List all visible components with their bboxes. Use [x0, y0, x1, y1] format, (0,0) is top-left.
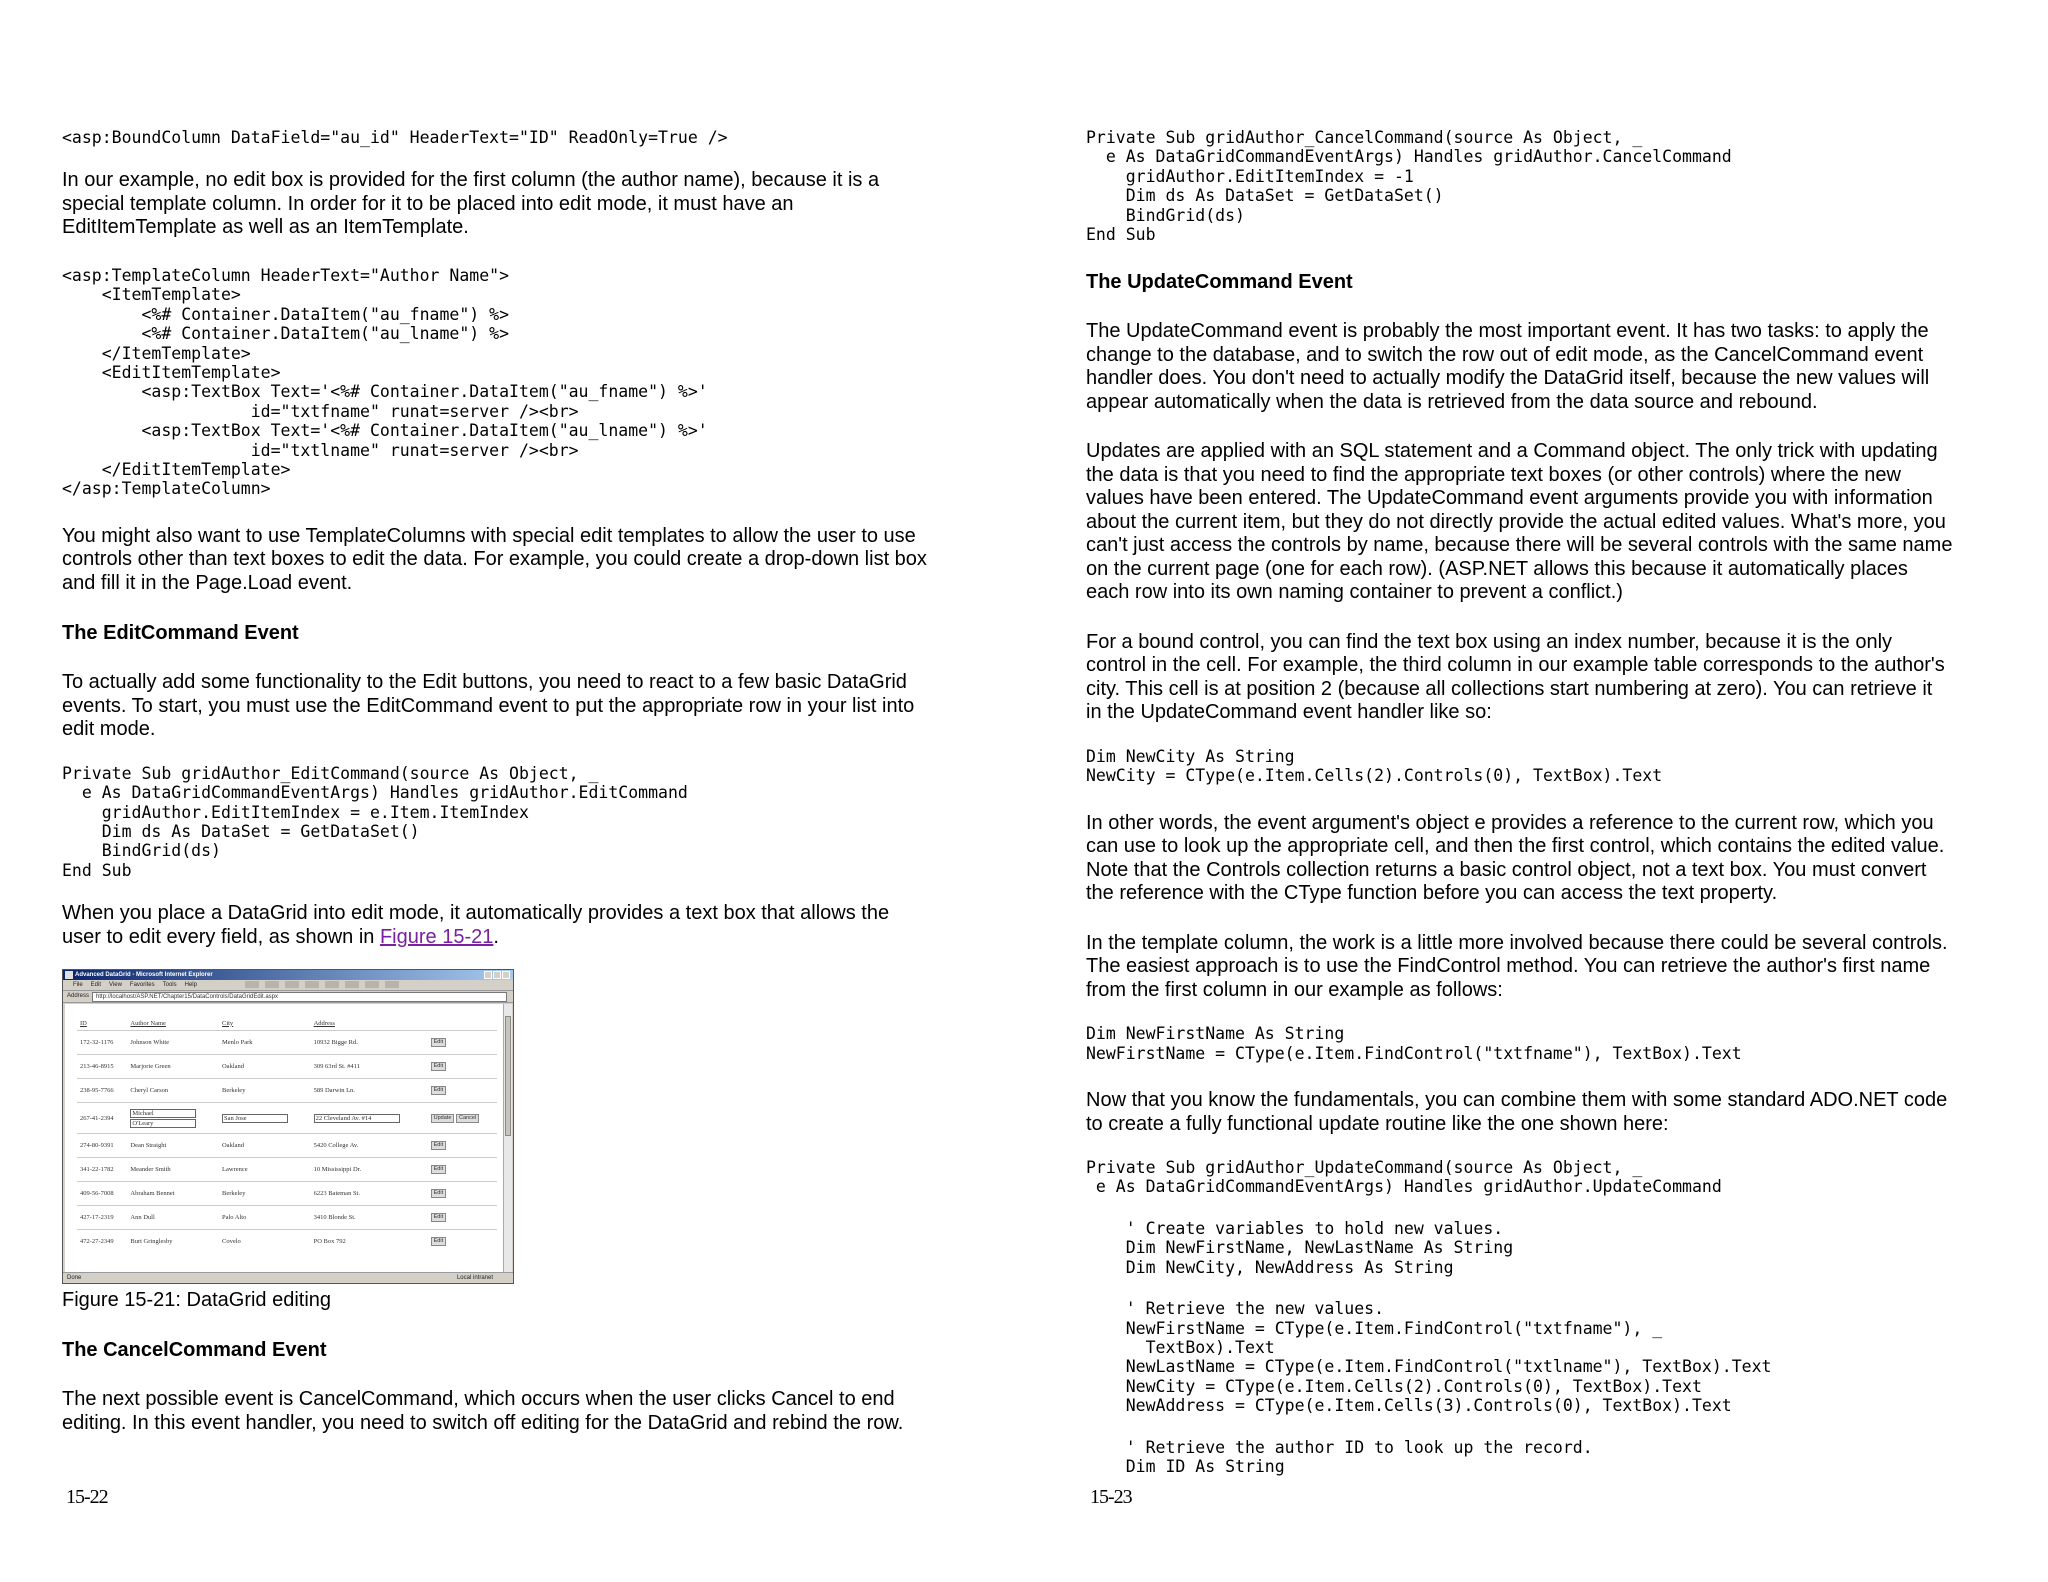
- edit-button: Edit: [431, 1086, 446, 1095]
- cell-id: 267-41-2394: [77, 1103, 127, 1134]
- cell-address: 6223 Bateman St.: [311, 1182, 428, 1206]
- status-zone: Local intranet: [456, 1275, 493, 1282]
- cell-city-edit: [219, 1103, 311, 1134]
- figure-link[interactable]: Figure 15-21: [379, 925, 494, 948]
- city-input: San Jose: [222, 1114, 288, 1123]
- refresh-icon: [305, 981, 319, 988]
- right-page-content: [1086, 128, 2026, 1476]
- table-row: [77, 1031, 497, 1055]
- menu-edit: Edit: [90, 982, 102, 989]
- browser-title: Advanced DataGrid - Microsoft Internet Explorer: [75, 972, 213, 979]
- window-controls: [484, 971, 510, 979]
- table-row: [77, 1158, 497, 1182]
- cell-city: Oakland: [219, 1134, 311, 1158]
- back-icon: [245, 981, 259, 988]
- paragraph-event-argument: In other words, the event argument's object e provides a reference to the current row, which you can use to look up the appropriate cell, and then the first control, which contains the edited value. Note that the Controls collection returns a basic control object, not a text box. You must convert the reference with the CType function before you can access the text property.: [1086, 811, 1945, 905]
- browser-toolbar: [245, 980, 399, 990]
- favorites-icon: [365, 981, 379, 988]
- cell-city: Palo Alto: [219, 1206, 311, 1230]
- code-edit-command: Private Sub gridAuthor_EditCommand(source As Object, _ e As DataGridCommandEventArgs) Handles gridAuthor.EditCommand gridAuthor.EditItemIndex = e.Item.ItemIndex Dim ds As DataSet = GetDataSet() BindGrid(ds) End Sub: [62, 763, 688, 880]
- cell-city: Covelo: [219, 1230, 311, 1254]
- status-text: Done: [67, 1275, 82, 1282]
- edit-button: Edit: [431, 1165, 446, 1174]
- table-row: [77, 1206, 497, 1230]
- column-header-id: ID: [80, 1019, 87, 1027]
- ie-icon: [65, 971, 73, 979]
- cell-action: [428, 1182, 497, 1206]
- search-icon: [345, 981, 359, 988]
- page-number: 15-23: [1090, 1486, 1132, 1508]
- maximize-icon: [493, 971, 501, 979]
- cell-id: 341-22-1782: [77, 1158, 127, 1182]
- cell-name: Dean Straight: [127, 1134, 219, 1158]
- cell-city: Menlo Park: [219, 1031, 311, 1055]
- cell-address: PO Box 792: [311, 1230, 428, 1254]
- heading-cancelcommand: The CancelCommand Event: [62, 1339, 327, 1362]
- cell-city: Oakland: [219, 1055, 311, 1079]
- address-input: 22 Cleveland Av. #14: [314, 1114, 400, 1123]
- browser-content: [65, 1004, 503, 1272]
- menu-favorites: Favorites: [129, 982, 155, 989]
- cell-id: 409-56-7008: [77, 1182, 127, 1206]
- browser-status-bar: [63, 1272, 513, 1283]
- cell-id: 274-80-9391: [77, 1134, 127, 1158]
- figure-datagrid-editing: [62, 969, 514, 1312]
- address-field: http://localhost/ASP.NET/Chapter15/DataControls/DataGridEdit.aspx: [92, 992, 507, 1002]
- browser-address-bar: [63, 991, 513, 1003]
- code-cancel-command: Private Sub gridAuthor_CancelCommand(source As Object, _ e As DataGridCommandEventArgs) Handles gridAuthor.CancelCommand gridAuthor.EditItemIndex = -1 Dim ds As DataSet = GetDataSet() BindGrid(ds) End Sub: [1086, 128, 1732, 245]
- cell-action: [428, 1055, 497, 1079]
- column-header-city: City: [221, 1019, 234, 1027]
- address-label: Address: [67, 993, 90, 1000]
- code-template-column: <asp:TemplateColumn HeaderText="Author Name"> <ItemTemplate> <%# Container.DataItem("au_fname") %> <%# Container.DataItem("au_lname") %> </ItemTemplate> <EditItemTemplate> <asp:TextBox Text='<%# Container.DataItem("au_fname") %>' id="txtfname" runat=server /><br> <asp:TextBox Text='<%# Container.DataItem("au_lname") %>' id="txtlname" runat=server /><br> </EditItemTemplate> </asp:TemplateColumn>: [62, 265, 708, 499]
- edit-button: Edit: [431, 1062, 446, 1071]
- edit-button: Edit: [431, 1189, 446, 1198]
- paragraph-update-command: The UpdateCommand event is probably the most important event. It has two tasks: to apply the change to the database, and to switch the row out of edit mode, as the CancelCommand event handler does. You don't need to actually modify the DataGrid itself, because the new values will appear automatically when the data is retrieved from the data source and rebound.: [1086, 320, 1930, 413]
- cell-id: 213-46-8915: [77, 1055, 127, 1079]
- cell-city: Berkeley: [219, 1079, 311, 1103]
- cell-city: Lawrence: [219, 1158, 311, 1182]
- paragraph-cancel-command: The next possible event is CancelCommand, which occurs when the user clicks Cancel to end editing. In this event handler, you need to switch off editing for the DataGrid and rebind the row.: [62, 1388, 904, 1434]
- table-row-editing: [77, 1103, 497, 1134]
- heading-updatecommand: The UpdateCommand Event: [1086, 271, 1353, 294]
- code-bound-column: <asp:BoundColumn DataField="au_id" HeaderText="ID" ReadOnly=True />: [62, 128, 728, 147]
- edit-button: Edit: [431, 1038, 446, 1047]
- cell-action: [428, 1031, 497, 1055]
- cell-name-edit: [127, 1103, 219, 1134]
- page-number: 15-22: [66, 1486, 108, 1508]
- cell-address-edit: [311, 1103, 428, 1134]
- cell-address: 10 Mississippi Dr.: [311, 1158, 428, 1182]
- browser-title-bar: [63, 970, 513, 980]
- close-icon: [502, 971, 510, 979]
- cell-id: 427-17-2319: [77, 1206, 127, 1230]
- cell-name: Johnson White: [127, 1031, 219, 1055]
- cell-id: 238-95-7766: [77, 1079, 127, 1103]
- edit-button: Edit: [431, 1213, 446, 1222]
- media-icon: [385, 981, 399, 988]
- heading-editcommand: The EditCommand Event: [62, 622, 299, 645]
- table-row: [77, 1055, 497, 1079]
- code-newcity: Dim NewCity As String NewCity = CType(e.Item.Cells(2).Controls(0), TextBox).Text: [1086, 746, 1663, 786]
- code-retrieve-values: ' Retrieve the new values. NewFirstName = CType(e.Item.FindControl("txtfname"), _ TextBox).Text NewLastName = CType(e.Item.FindControl("txtlname"), TextBox).Text NewCity = CType(e.Item.Cells(2).Controls(0), TextBox).Text NewAddress = CType(e.Item.Cells(3).Controls(0), TextBox).Text: [1125, 1299, 1772, 1416]
- menu-tools: Tools: [162, 982, 177, 989]
- code-retrieve-id: ' Retrieve the author ID to look up the record. Dim ID As String: [1125, 1437, 1593, 1476]
- cell-action: [428, 1206, 497, 1230]
- home-icon: [325, 981, 339, 988]
- edit-button: Edit: [431, 1141, 446, 1150]
- paragraph-edit-buttons: To actually add some functionality to the Edit buttons, you need to react to a few basic DataGrid events. To start, you must use the EditCommand event to put the appropriate row in your list into edit mode.: [62, 671, 915, 741]
- paragraph-template-column: In the template column, the work is a little more involved because there could be several controls. The easiest approach is to use the FindControl method. You can retrieve the author's first name from the first column in our example as follows:: [1086, 931, 1948, 1001]
- table-row: [77, 1134, 497, 1158]
- paragraph-sql-updates: Updates are applied with an SQL statement and a Command object. The only trick with updating the data is that you need to find the appropriate text boxes (or other controls) where the new values have been entered. The UpdateCommand event arguments provide you with information about the current item, but they do not directly provide the actual edited values. What's more, you can't just access the controls by name, because there will be several controls with the same name on the current page (one for each row). (ASP.NET allows this because it automatically places each row into its own naming container to prevent a conflict.): [1086, 440, 1953, 604]
- left-page: [0, 0, 1010, 1582]
- figure-caption: Figure 15-21: DataGrid editing: [62, 1289, 332, 1312]
- column-header-address: Address: [313, 1019, 335, 1027]
- cell-name: Burt Gringlesby: [127, 1230, 219, 1254]
- cell-name: Meander Smith: [127, 1158, 219, 1182]
- cell-action: [428, 1079, 497, 1103]
- cell-id: 472-27-2349: [77, 1230, 127, 1254]
- datagrid: [77, 1016, 497, 1253]
- right-page: [1024, 0, 2034, 1582]
- cell-city: Berkeley: [219, 1182, 311, 1206]
- cell-action: [428, 1103, 497, 1134]
- menu-file: File: [73, 982, 83, 989]
- menu-help: Help: [184, 982, 197, 989]
- table-row: [77, 1079, 497, 1103]
- table-row: [77, 1230, 497, 1254]
- minimize-icon: [484, 971, 492, 979]
- column-header-author-name: Author Name: [130, 1019, 166, 1027]
- code-update-command-signature: Private Sub gridAuthor_UpdateCommand(source As Object, _ e As DataGridCommandEventArgs) Handles gridAuthor.UpdateCommand: [1086, 1158, 1722, 1197]
- cell-id: 172-32-1176: [77, 1031, 127, 1055]
- scroll-thumb: [505, 1016, 511, 1136]
- paragraph-template-columns: You might also want to use TemplateColumns with special edit templates to allow the user to use controls other than text boxes to edit the data. For example, you could create a drop-down list box and fill it in the Page.Load event.: [62, 524, 927, 594]
- cell-action: [428, 1230, 497, 1254]
- paragraph-edit-mode-end: .: [493, 925, 499, 948]
- stop-icon: [285, 981, 299, 988]
- cell-action: [428, 1134, 497, 1158]
- menu-view: View: [109, 982, 122, 989]
- browser-screenshot: [62, 969, 514, 1284]
- first-name-input: Michael: [130, 1109, 196, 1118]
- datagrid-header: [77, 1016, 497, 1031]
- cell-name: Marjorie Green: [127, 1055, 219, 1079]
- edit-button: Edit: [431, 1237, 446, 1246]
- paragraph-fundamentals: Now that you know the fundamentals, you can combine them with some standard ADO.NET code to create a fully functional update routine like the one shown here:: [1086, 1089, 1948, 1135]
- browser-scrollbar: [503, 1004, 512, 1272]
- update-button: Update: [431, 1114, 455, 1123]
- cell-address: 3410 Blonde St.: [311, 1206, 428, 1230]
- browser-menu-bar: [63, 980, 513, 991]
- cell-action: [428, 1158, 497, 1182]
- cell-name: Cheryl Carson: [127, 1079, 219, 1103]
- cell-address: 10932 Bigge Rd.: [311, 1031, 428, 1055]
- cancel-button: Cancel: [456, 1114, 479, 1123]
- forward-icon: [265, 981, 279, 988]
- table-row: [77, 1182, 497, 1206]
- column-header-action: [428, 1016, 497, 1031]
- left-page-content: [62, 128, 992, 1435]
- paragraph-edit-mode-text: When you place a DataGrid into edit mode, it automatically provides a text box that allows the user to edit every field, as shown in: [62, 902, 890, 948]
- cell-address: 309 63rd St. #411: [311, 1055, 428, 1079]
- last-name-input: O'Leary: [130, 1119, 196, 1128]
- cell-name: Abraham Bennet: [127, 1182, 219, 1206]
- cell-address: 589 Darwin Ln.: [311, 1079, 428, 1103]
- cell-address: 5420 College Av.: [311, 1134, 428, 1158]
- paragraph-bound-control: For a bound control, you can find the text box using an index number, because it is the only control in the cell. For example, the third column in our example table corresponds to the author's city. This cell is at position 2 (because all collections start numbering at zero). You can retrieve it in the UpdateCommand event handler like so:: [1086, 630, 1945, 724]
- paragraph-edit-box: In our example, no edit box is provided for the first column (the author name), because it is a special template column. In order for it to be placed into edit mode, it must have an EditItemTemplate as well as an ItemTemplate.: [62, 169, 880, 239]
- code-newfirstname: Dim NewFirstName As String NewFirstName = CType(e.Item.FindControl("txtfname"), TextBox).Text: [1086, 1024, 1742, 1063]
- paragraph-edit-mode: [62, 902, 992, 949]
- code-create-variables: ' Create variables to hold new values. Dim NewFirstName, NewLastName As String Dim NewCity, NewAddress As String: [1125, 1218, 1514, 1277]
- cell-name: Ann Dull: [127, 1206, 219, 1230]
